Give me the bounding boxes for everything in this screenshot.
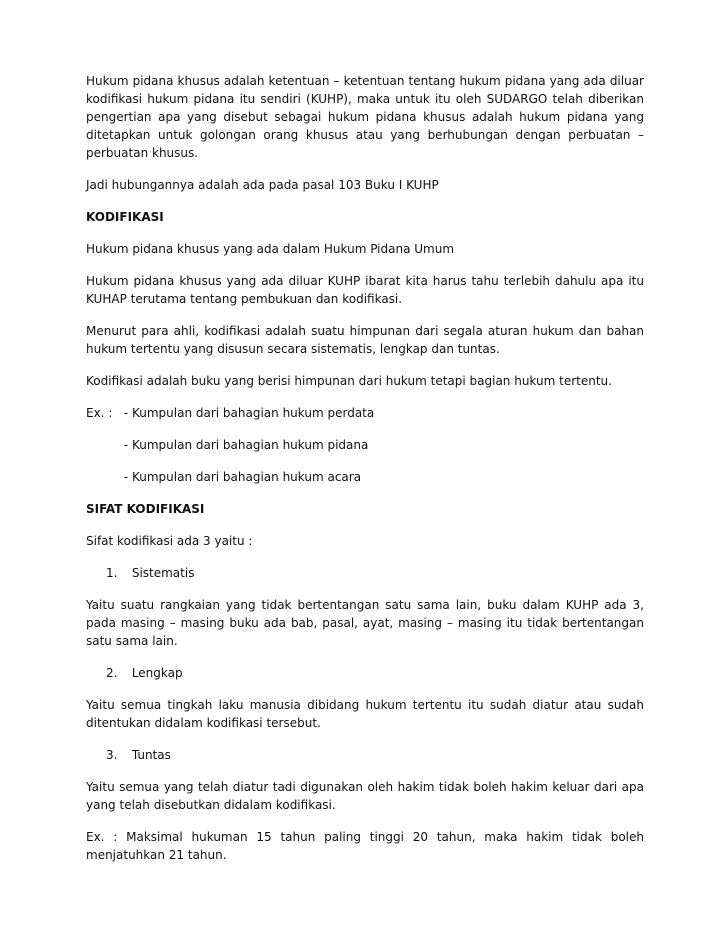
- relation-paragraph: Jadi hubungannya adalah ada pada pasal 103 Buku I KUHP: [86, 178, 439, 192]
- item-description: Yaitu suatu rangkaian yang tidak bertentangan satu sama lain, buku dalam KUHP ada 3, pada masing – masing buku ada bab, pasal, ayat, masing – masing itu tidak bertentangan satu sama lain.: [86, 598, 644, 648]
- example-line-3: [86, 468, 644, 486]
- item-description: Yaitu semua tingkah laku manusia dibidang hukum tertentu itu sudah diatur atau sudah ditentukan didalam kodifikasi tersebut.: [86, 698, 644, 730]
- heading-kodifikasi: KODIFIKASI: [86, 210, 164, 224]
- example-label: Ex. :: [86, 406, 113, 420]
- example-line-2: [86, 436, 644, 454]
- numbered-item-title: [86, 564, 644, 582]
- item-description: Yaitu semua yang telah diatur tadi digunakan oleh hakim tidak boleh hakim keluar dari apa yang telah disebutkan didalam kodifikasi.: [86, 780, 644, 812]
- paragraph-ahli: Menurut para ahli, kodifikasi adalah suatu himpunan dari segala aturan hukum dan bahan hukum tertentu yang disusun secara sistematis, lengkap dan tuntas.: [86, 324, 644, 356]
- paragraph-sifat-intro: Sifat kodifikasi ada 3 yaitu :: [86, 534, 253, 548]
- numbered-item-title: [86, 746, 644, 764]
- example-item: - Kumpulan dari bahagian hukum acara: [123, 470, 362, 484]
- item-title: Sistematis: [131, 566, 195, 580]
- heading-sifat-kodifikasi: SIFAT KODIFIKASI: [86, 502, 205, 516]
- paragraph-definisi: Kodifikasi adalah buku yang berisi himpunan dari hukum tetapi bagian hukum tertentu.: [86, 374, 612, 388]
- example-line-1: [86, 404, 644, 422]
- paragraph-kuhap: Hukum pidana khusus yang ada diluar KUHP ibarat kita harus tahu terlebih dahulu apa itu KUHAP terutama tentang pembukuan dan kodifikasi.: [86, 274, 644, 306]
- item-number: 3.: [106, 748, 118, 762]
- paragraph-umum: Hukum pidana khusus yang ada dalam Hukum Pidana Umum: [86, 242, 455, 256]
- example-item: - Kumpulan dari bahagian hukum pidana: [123, 438, 369, 452]
- example-item: - Kumpulan dari bahagian hukum perdata: [123, 406, 375, 420]
- intro-paragraph: Hukum pidana khusus adalah ketentuan – ketentuan tentang hukum pidana yang ada diluar kodifikasi hukum pidana itu sendiri (KUHP), maka untuk itu oleh SUDARGO telah diberikan pengertian apa yang disebut sebagai hukum pidana khusus adalah hukum pidana yang ditetapkan untuk golongan orang khusus atau yang berhubungan dengan perbuatan – perbuatan khusus.: [86, 74, 644, 160]
- item-title: Lengkap: [131, 666, 183, 680]
- numbered-item-title: [86, 664, 644, 682]
- document-body: [86, 72, 644, 878]
- item-number: 2.: [106, 666, 118, 680]
- item-number: 1.: [106, 566, 118, 580]
- example-maksimal-paragraph: Ex. : Maksimal hukuman 15 tahun paling tinggi 20 tahun, maka hakim tidak boleh menjatuhkan 21 tahun.: [86, 830, 644, 862]
- item-title: Tuntas: [131, 748, 171, 762]
